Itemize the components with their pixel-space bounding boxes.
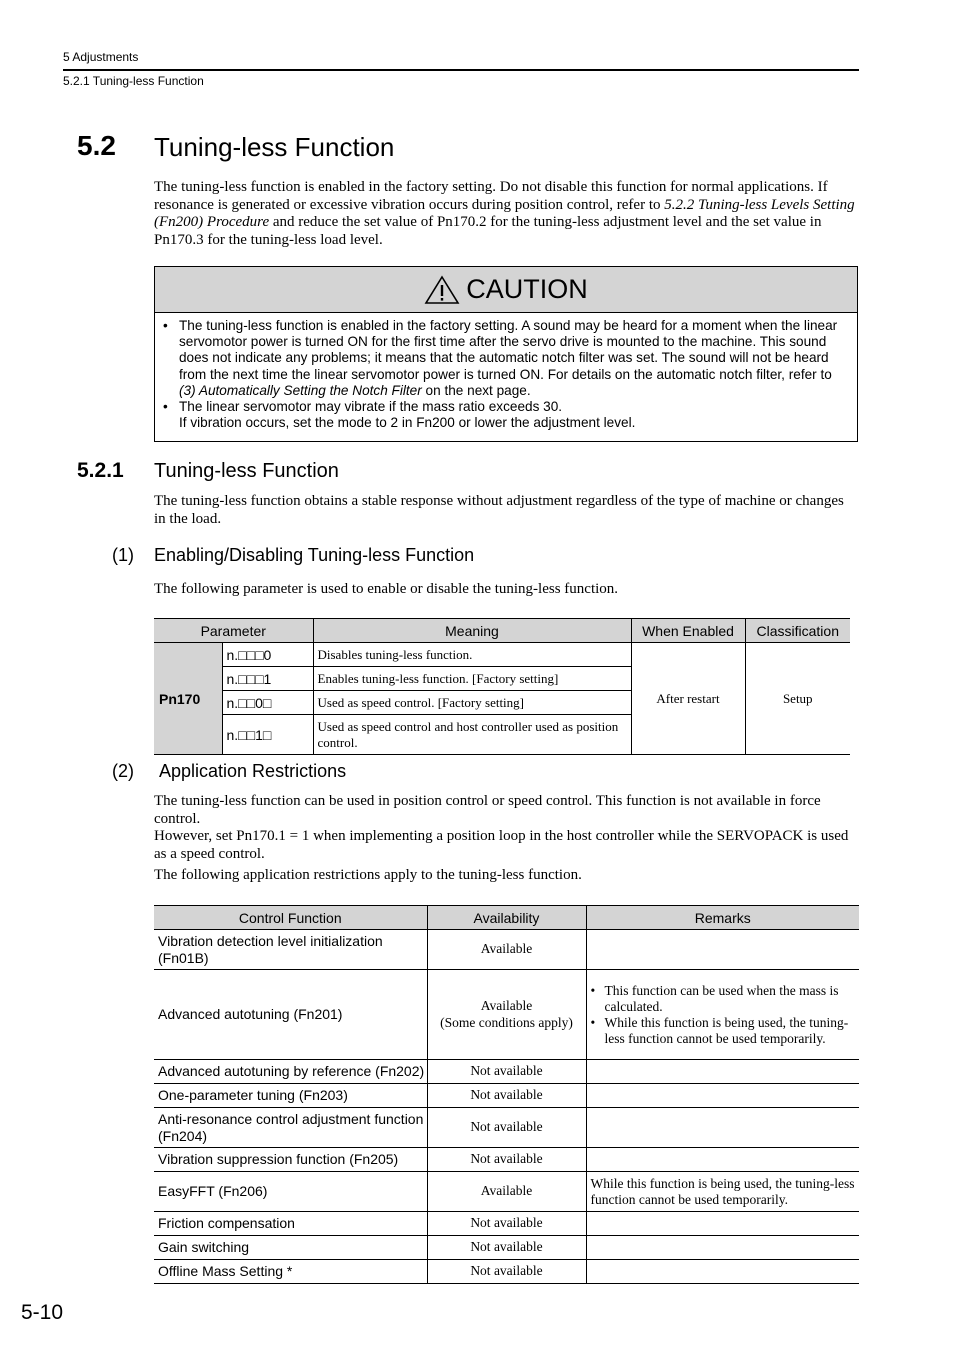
caution-item-text-end: on the next page. [421,382,531,398]
control-function: EasyFFT (Fn206) [154,1172,427,1212]
part1-title: Enabling/Disabling Tuning-less Function [154,545,475,565]
classification: Setup [745,643,850,755]
intro-cross-reference: 5.2.2 Tuning-less Levels Setting (Fn200) Procedure [154,196,855,230]
running-header-section: 5.2.1 Tuning-less Function [63,74,204,88]
column-header: When Enabled [631,619,745,643]
subsection-number: 5.2.1 [77,459,124,482]
availability [427,970,586,1060]
table-row [154,1236,859,1260]
part2-text-1: The tuning-less function can be used in position control or speed control. This function is not available in force control. [154,793,821,827]
warning-icon [424,275,460,305]
parameter-meaning: Disables tuning-less function. [313,643,631,667]
availability: Not available [427,1108,586,1148]
part2-number: (2) [112,761,134,781]
availability: Not available [427,1212,586,1236]
column-header: Availability [427,906,586,930]
availability: Available [427,930,586,970]
part2-text-2: However, set Pn170.1 = 1 when implementing a position loop in the host controller while the SERVOPACK is used as a speed control. [154,828,849,862]
section-title: Tuning-less Function [154,132,395,162]
table-row [154,1060,859,1084]
column-header: Meaning [313,619,631,643]
remarks [586,1108,859,1148]
caution-item-text: The tuning-less function is enabled in the factory setting. A sound may be heard for a moment when the linear servomotor power is turned ON for the first time after the servo drive is mounted to the machine. This sound does not indicate any problems; it means that the automatic notch filter was set. The sound will not be heard from the next time the linear servomotor power is turned ON. For details on the automatic notch filter, refer to [179,318,838,382]
column-header: Control Function [154,906,427,930]
remarks [586,1260,859,1284]
table-row [154,1172,859,1212]
bullet: • [590,1014,596,1030]
part1-number: (1) [112,545,134,565]
restrictions-table [154,905,859,1284]
intro-text-1: The tuning-less function is enabled in the factory setting. Do not disable this function for normal applications. If resonance is generated or excessive vibration occurs during position control, refer to [154,179,828,213]
column-header: Parameter [154,619,313,643]
parameter-name: Pn170 [154,643,222,755]
control-function: Anti-resonance control adjustment function (Fn204) [154,1108,427,1148]
bullet: • [590,982,596,998]
header-rule [63,69,859,71]
table-row [154,970,859,1060]
parameter-value: n.□□□0 [222,643,313,667]
remarks [586,970,859,1060]
page-number: 5-10 [21,1301,64,1324]
parameter-value: n.□□1□ [222,715,313,755]
caution-item [163,399,847,431]
control-function: Offline Mass Setting * [154,1260,427,1284]
running-header-chapter: 5 Adjustments [63,50,139,64]
table-row [154,1084,859,1108]
part1-text: The following parameter is used to enable or disable the tuning-less function. [154,581,619,597]
parameter-value: n.□□0□ [222,691,313,715]
availability-text: Available (Some conditions apply) [440,998,573,1030]
availability: Not available [427,1260,586,1284]
table-row [154,1108,859,1148]
subsection-title: Tuning-less Function [154,460,339,482]
control-function: One-parameter tuning (Fn203) [154,1084,427,1108]
control-function: Vibration suppression function (Fn205) [154,1148,427,1172]
parameter-table [154,618,850,755]
bullet: • [163,318,168,333]
column-header: Remarks [586,906,859,930]
availability: Not available [427,1060,586,1084]
control-function: Advanced autotuning by reference (Fn202) [154,1060,427,1084]
availability: Not available [427,1148,586,1172]
remarks [586,1084,859,1108]
remarks [586,1236,859,1260]
caution-item [163,318,847,399]
remark-item [591,1015,860,1047]
parameter-meaning: Used as speed control and host controller used as position control. [313,715,631,755]
remarks: While this function is being used, the tuning-less function cannot be used temporarily. [586,1172,859,1212]
section-number: 5.2 [77,130,116,161]
when-enabled: After restart [631,643,745,755]
remarks [586,1148,859,1172]
availability: Not available [427,1084,586,1108]
table-row [154,1148,859,1172]
caution-header [155,267,857,313]
table-row [154,643,850,667]
parameter-meaning: Enables tuning-less function. [Factory setting] [313,667,631,691]
caution-box [154,266,858,442]
table-header-row [154,906,859,930]
column-header: Classification [745,619,850,643]
table-row [154,930,859,970]
subsection-text: The tuning-less function obtains a stable response without adjustment regardless of the type of machine or changes in the load. [154,493,844,527]
part2-text [154,793,858,885]
parameter-meaning: Used as speed control. [Factory setting] [313,691,631,715]
caution-item-text: The linear servomotor may vibrate if the mass ratio exceeds 30. [179,399,563,415]
control-function: Gain switching [154,1236,427,1260]
remarks [586,1212,859,1236]
remark-text: While this function is being used, the tuning-less function cannot be used temporarily. [604,1014,849,1046]
table-row [154,1260,859,1284]
caution-body [155,313,857,431]
availability: Not available [427,1236,586,1260]
table-row [154,1212,859,1236]
caution-title: CAUTION [466,274,588,304]
bullet: • [163,399,168,415]
table-header-row [154,619,850,643]
parameter-value: n.□□□1 [222,667,313,691]
remarks [586,930,859,970]
part2-text-3: The following application restrictions apply to the tuning-less function. [154,867,582,883]
control-function: Friction compensation [154,1212,427,1236]
remark-item [591,983,860,1015]
intro-text-2: and reduce the set value of Pn170.2 for the tuning-less adjustment level and the set value in Pn170.3 for the tuning-less load level. [154,214,822,248]
availability: Available [427,1172,586,1212]
caution-item-text-2: If vibration occurs, set the mode to 2 in Fn200 or lower the adjustment level. [179,415,636,431]
section-intro [154,179,858,249]
part2-title: Application Restrictions [159,761,347,781]
remark-text: This function can be used when the mass is calculated. [604,982,839,1014]
control-function: Advanced autotuning (Fn201) [154,970,427,1060]
remarks [586,1060,859,1084]
control-function: Vibration detection level initialization (Fn01B) [154,930,427,970]
caution-cross-reference: (3) Automatically Setting the Notch Filter [179,382,422,398]
